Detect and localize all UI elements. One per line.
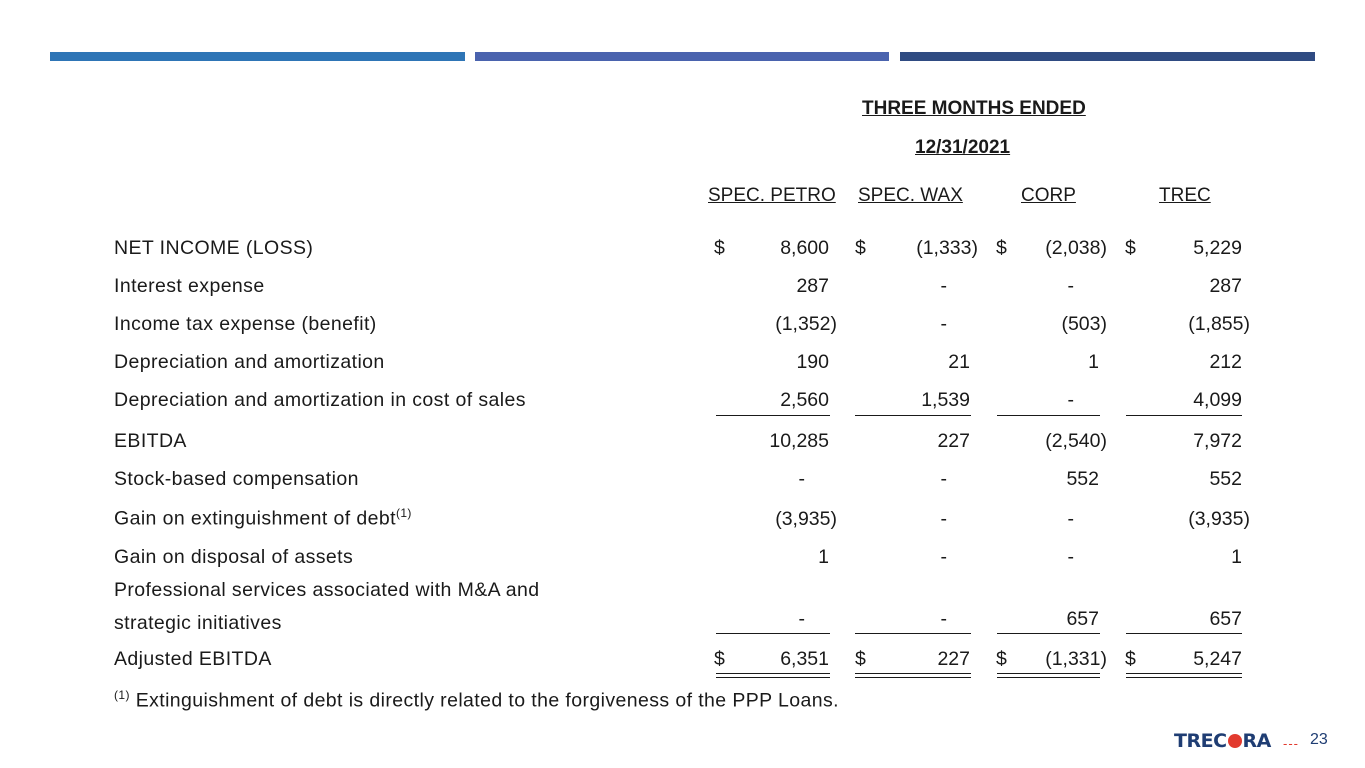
table-cell: - (940, 508, 947, 530)
dollar-sign: $ (1125, 237, 1136, 259)
header-bar-segment-2 (475, 52, 889, 61)
trecora-logo: TREC RA (1174, 730, 1271, 752)
subtotal-rule (855, 415, 971, 416)
table-cell: (1,352) (775, 313, 837, 335)
dollar-sign: $ (1125, 648, 1136, 670)
table-cell: 657 (1209, 608, 1242, 630)
table-cell: - (1067, 275, 1074, 297)
table-cell: - (798, 608, 805, 630)
row-label-gain-disposal: Gain on disposal of assets (114, 546, 354, 568)
table-cell: (1,855) (1188, 313, 1250, 335)
dollar-sign: $ (855, 237, 866, 259)
row-label-professional-line2: strategic initiatives (114, 612, 282, 634)
table-cell: - (940, 468, 947, 490)
dollar-sign: $ (996, 237, 1007, 259)
total-double-rule (855, 673, 971, 678)
table-cell: (3,935) (1188, 508, 1250, 530)
row-label-adjusted-ebitda: Adjusted EBITDA (114, 648, 272, 670)
page-dashes: --- (1283, 736, 1299, 751)
table-cell: 212 (1209, 351, 1242, 373)
row-label-interest-expense: Interest expense (114, 275, 265, 297)
row-label-depreciation-cos: Depreciation and amortization in cost of sales (114, 389, 526, 411)
table-cell: 5,229 (1193, 237, 1242, 259)
footnote-marker: (1) (395, 506, 412, 520)
period-date: 12/31/2021 (915, 137, 1011, 158)
dollar-sign: $ (855, 648, 866, 670)
row-label-income-tax: Income tax expense (benefit) (114, 313, 377, 335)
subtotal-rule (716, 415, 830, 416)
table-cell: 1 (818, 546, 829, 568)
table-cell: - (940, 275, 947, 297)
table-cell: 287 (796, 275, 829, 297)
table-cell: 552 (1209, 468, 1242, 490)
subtotal-rule (716, 633, 830, 634)
row-label-gain-extinguishment: Gain on extinguishment of debt$^{(1)}$ (114, 506, 412, 530)
table-cell: 4,099 (1193, 389, 1242, 411)
subtotal-rule (855, 633, 971, 634)
column-header-spec-wax: SPEC. WAX (858, 185, 963, 206)
table-cell: 8,600 (780, 237, 829, 259)
table-cell: - (940, 313, 947, 335)
total-double-rule (716, 673, 830, 678)
table-cell: 552 (1066, 468, 1099, 490)
table-cell: 190 (796, 351, 829, 373)
row-label-ebitda: EBITDA (114, 430, 187, 452)
dollar-sign: $ (714, 648, 725, 670)
table-cell: (2,038) (1045, 237, 1107, 259)
logo-circle-icon (1228, 734, 1242, 748)
table-cell: 1 (1231, 546, 1242, 568)
subtotal-rule (1126, 633, 1242, 634)
table-cell: - (798, 468, 805, 490)
table-cell: (1,333) (916, 237, 978, 259)
period-heading: THREE MONTHS ENDED (862, 98, 1086, 119)
table-cell: 6,351 (780, 648, 829, 670)
table-cell: - (940, 608, 947, 630)
total-double-rule (997, 673, 1100, 678)
subtotal-rule (997, 633, 1100, 634)
table-cell: - (1067, 389, 1074, 411)
header-bar-segment-1 (50, 52, 465, 61)
page-number: 23 (1310, 731, 1328, 748)
table-cell: 1,539 (921, 389, 970, 411)
table-cell: 10,285 (769, 430, 829, 452)
table-cell: 287 (1209, 275, 1242, 297)
subtotal-rule (997, 415, 1100, 416)
row-label-depreciation: Depreciation and amortization (114, 351, 385, 373)
table-cell: (3,935) (775, 508, 837, 530)
table-cell: 1 (1088, 351, 1099, 373)
table-cell: 5,247 (1193, 648, 1242, 670)
dollar-sign: $ (996, 648, 1007, 670)
table-cell: 227 (937, 648, 970, 670)
footnote-marker: (1) (114, 688, 130, 702)
column-header-trec: TREC (1159, 185, 1211, 206)
subtotal-rule (1126, 415, 1242, 416)
table-cell: - (940, 546, 947, 568)
table-cell: 657 (1066, 608, 1099, 630)
row-label-professional-line1: Professional services associated with M&A and (114, 579, 540, 601)
table-cell: - (1067, 546, 1074, 568)
table-cell: - (1067, 508, 1074, 530)
dollar-sign: $ (714, 237, 725, 259)
table-cell: (2,540) (1045, 430, 1107, 452)
table-cell: 227 (937, 430, 970, 452)
table-cell: 2,560 (780, 389, 829, 411)
total-double-rule (1126, 673, 1242, 678)
table-cell: (503) (1061, 313, 1107, 335)
table-cell: 21 (948, 351, 970, 373)
table-cell: 7,972 (1193, 430, 1242, 452)
row-label-net-income: NET INCOME (LOSS) (114, 237, 314, 259)
column-header-spec-petro: SPEC. PETRO (708, 185, 836, 206)
header-bar-segment-3 (900, 52, 1315, 61)
row-label-stock-comp: Stock-based compensation (114, 468, 359, 490)
column-header-corp: CORP (1021, 185, 1076, 206)
footnote: $^{(1)}$ Extinguishment of debt is directly related to the forgiveness of the PPP Loans. (114, 688, 839, 712)
table-cell: (1,331) (1045, 648, 1107, 670)
